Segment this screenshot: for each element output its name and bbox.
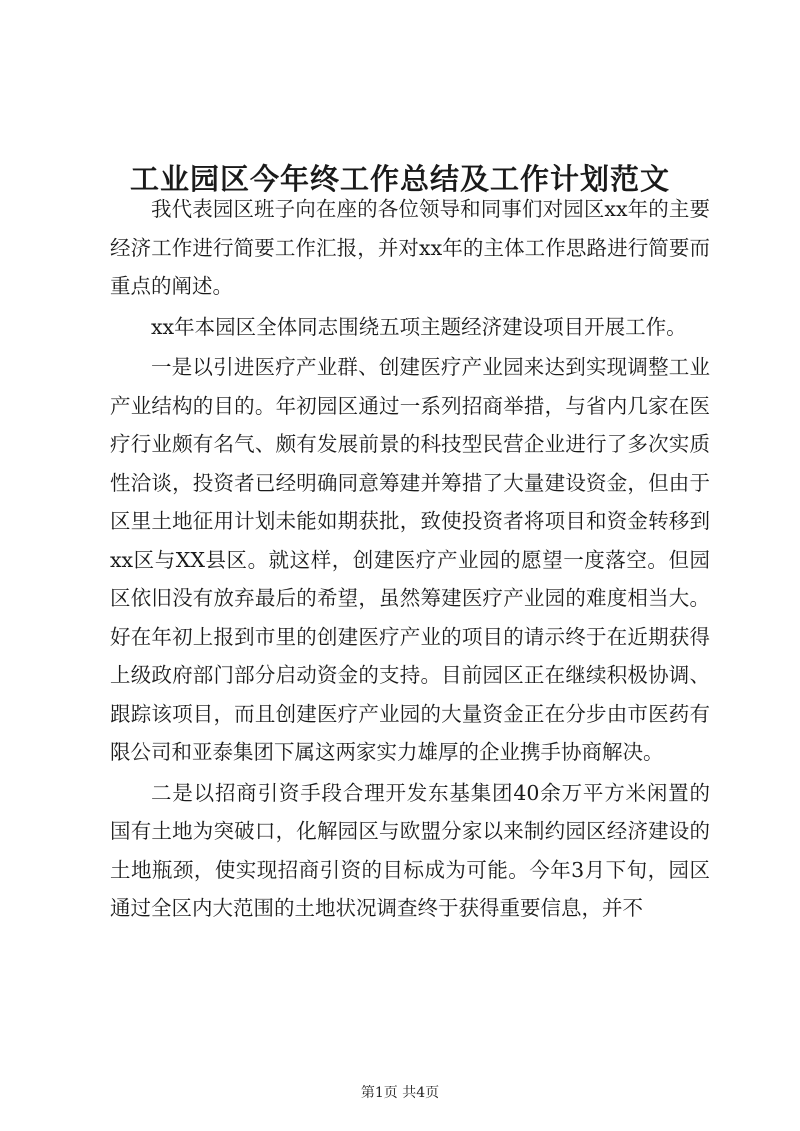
document-body bbox=[110, 190, 710, 930]
document-title: 工业园区今年终工作总结及工作计划范文 bbox=[129, 162, 670, 197]
paragraph-overview: xx年本园区全体同志围绕五项主题经济建设项目开展工作。 bbox=[151, 314, 687, 339]
paragraph-item-two: 二是以招商引资手段合理开发东基集团40余万平方米闲置的国有土地为突破口，化解园区与欧盟分家以来制约园区经济建设的土地瓶颈，使实现招商引资的目标成为可能。今年3月下旬，园区通过全区内大范围的土地状况调查终于获得重要信息，并不 bbox=[110, 780, 710, 920]
paragraph-intro: 我代表园区班子向在座的各位领导和同事们对园区xx年的主要经济工作进行简要工作汇报，并对xx年的主体工作思路进行简要而重点的阐述。 bbox=[110, 197, 710, 298]
page-number-footer: 第1页 共4页 bbox=[360, 1085, 440, 1101]
paragraph-item-one: 一是以引进医疗产业群、创建医疗产业园来达到实现调整工业产业结构的目的。年初园区通过一系列招商举措，与省内几家在医疗行业颇有名气、颇有发展前景的科技型民营企业进行了多次实质性洽谈，投资者已经明确同意筹建并筹措了大量建设资金，但由于区里土地征用计划未能如期获批，致使投资者将项目和资金转移到xx区与XX县区。就这样，创建医疗产业园的愿望一度落空。但园区依旧没有放弃最后的希望，虽然筹建医疗产业园的难度相当大。好在年初上报到市里的创建医疗产业的项目的请示终于在近期获得上级政府部门部分启动资金的支持。目前园区正在继续积极协调、跟踪该项目，而且创建医疗产业园的大量资金正在分步由市医药有限公司和亚泰集团下属这两家实力雄厚的企业携手协商解决。 bbox=[110, 355, 710, 764]
